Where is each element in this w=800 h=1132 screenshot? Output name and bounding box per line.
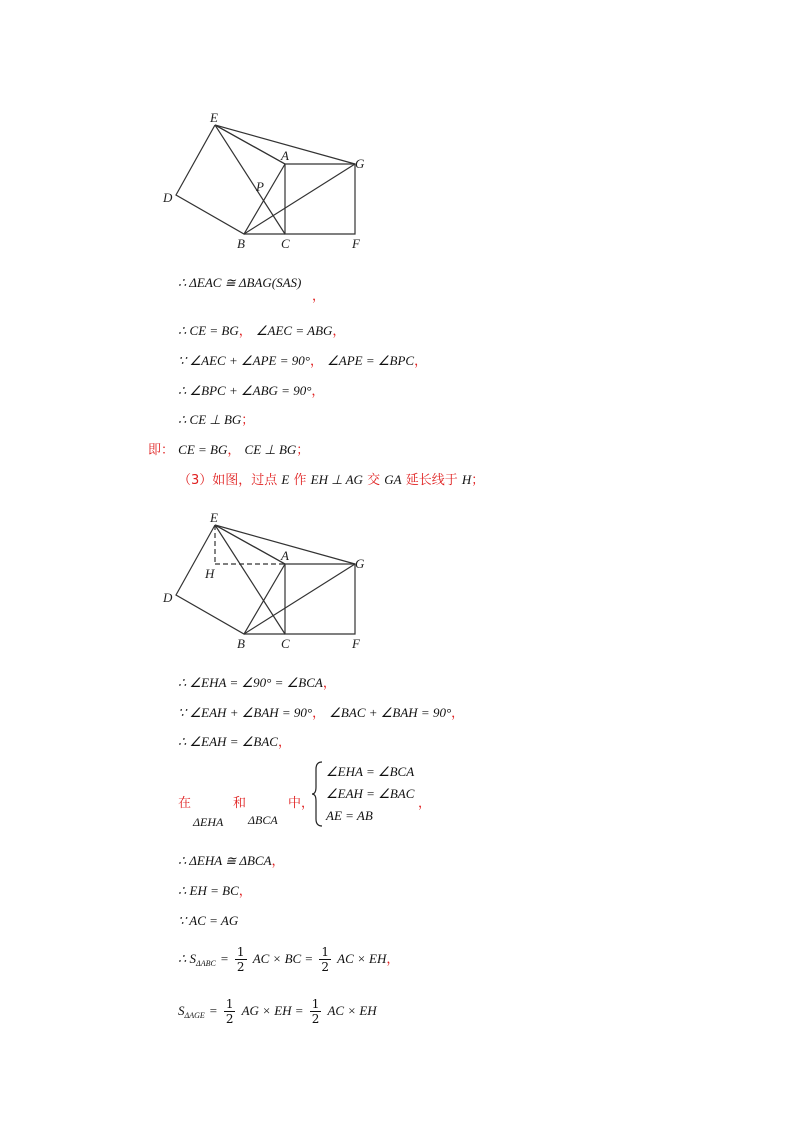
system-punct: ， — [418, 796, 432, 811]
label-P: P — [256, 179, 264, 194]
line-14: ∵ AC = AG — [178, 913, 239, 928]
line-10: ∴ ∠EAH = ∠BAC， — [178, 734, 291, 750]
fraction-one-half: $\frac{1}{2}$ — [321, 945, 329, 974]
fraction-one-half: $\frac{1}{2}$ — [311, 997, 320, 1026]
line-6: 即： CE = BG， CE ⊥ BG； — [148, 442, 310, 458]
line-13: ∴ EH = BC， — [178, 883, 252, 899]
line-2: ∴ CE = BG， ∠AEC = ABG， — [178, 323, 346, 339]
label-B: B — [237, 236, 245, 251]
system-eq-2: ∠EAH = ∠BAC — [326, 786, 415, 801]
label-B: B — [237, 636, 245, 651]
fraction-one-half: $\frac{1}{2}$ — [236, 945, 245, 974]
line-8: ∴ ∠EHA = ∠90° = ∠BCA， — [178, 675, 336, 691]
system-eq-1: ∠EHA = ∠BCA — [326, 764, 415, 779]
line-7: （3）如图，过点 E 作 EH ⊥ AG 交 GA 延长线于 H； — [178, 472, 485, 488]
label-F: F — [352, 236, 360, 251]
line-1 — [178, 274, 301, 293]
in-zhong: 中， — [288, 796, 315, 811]
label-H: H — [205, 566, 215, 581]
label-G: G — [355, 556, 365, 571]
line-1-punct: ， — [312, 289, 326, 304]
line-3: ∵ ∠AEC + ∠APE = 90°， ∠APE = ∠BPC， — [178, 353, 428, 369]
congruence-statement: ∴ ΔEAC ≅ ΔBAG(SAS) — [178, 275, 302, 290]
triangle-BCA: ΔBCA — [248, 813, 278, 827]
label-D: D — [163, 190, 173, 205]
line-12: ∴ ΔEHA ≅ ΔBCA， — [178, 853, 285, 869]
system-eq-3: AE = AB — [326, 808, 373, 823]
triangle-EHA: ΔEHA — [193, 815, 224, 829]
system-brace — [312, 761, 324, 827]
line-4: ∴ ∠BPC + ∠ABG = 90°， — [178, 383, 325, 399]
in-he: 和 — [233, 796, 247, 811]
figure-1-diagram — [155, 108, 375, 253]
label-E: E — [210, 510, 218, 525]
label-G: G — [355, 156, 365, 171]
line-5: ∴ CE ⊥ BG； — [178, 412, 255, 428]
label-C: C — [281, 636, 290, 651]
in-zai: 在 — [178, 796, 192, 811]
figure-2-diagram — [155, 508, 375, 653]
label-C: C — [281, 236, 290, 251]
line-15: ∴ $S_{\Delta ABC}$ = $\frac{1}{2}$ AC × BC = $\frac{1}{2}$ AC × EH， — [178, 945, 400, 974]
line-16: $S_{\Delta AGE}$ = $\frac{1}{2}$ AG × EH = $\frac{1}{2}$ AC × EH — [178, 997, 377, 1026]
fraction-one-half: $\frac{1}{2}$ — [225, 997, 234, 1026]
label-A: A — [281, 548, 289, 563]
line-9: ∵ ∠EAH + ∠BAH = 90°， ∠BAC + ∠BAH = 90°， — [178, 705, 465, 721]
label-A: A — [281, 148, 289, 163]
label-F: F — [352, 636, 360, 651]
label-E: E — [210, 110, 218, 125]
label-D: D — [163, 590, 173, 605]
